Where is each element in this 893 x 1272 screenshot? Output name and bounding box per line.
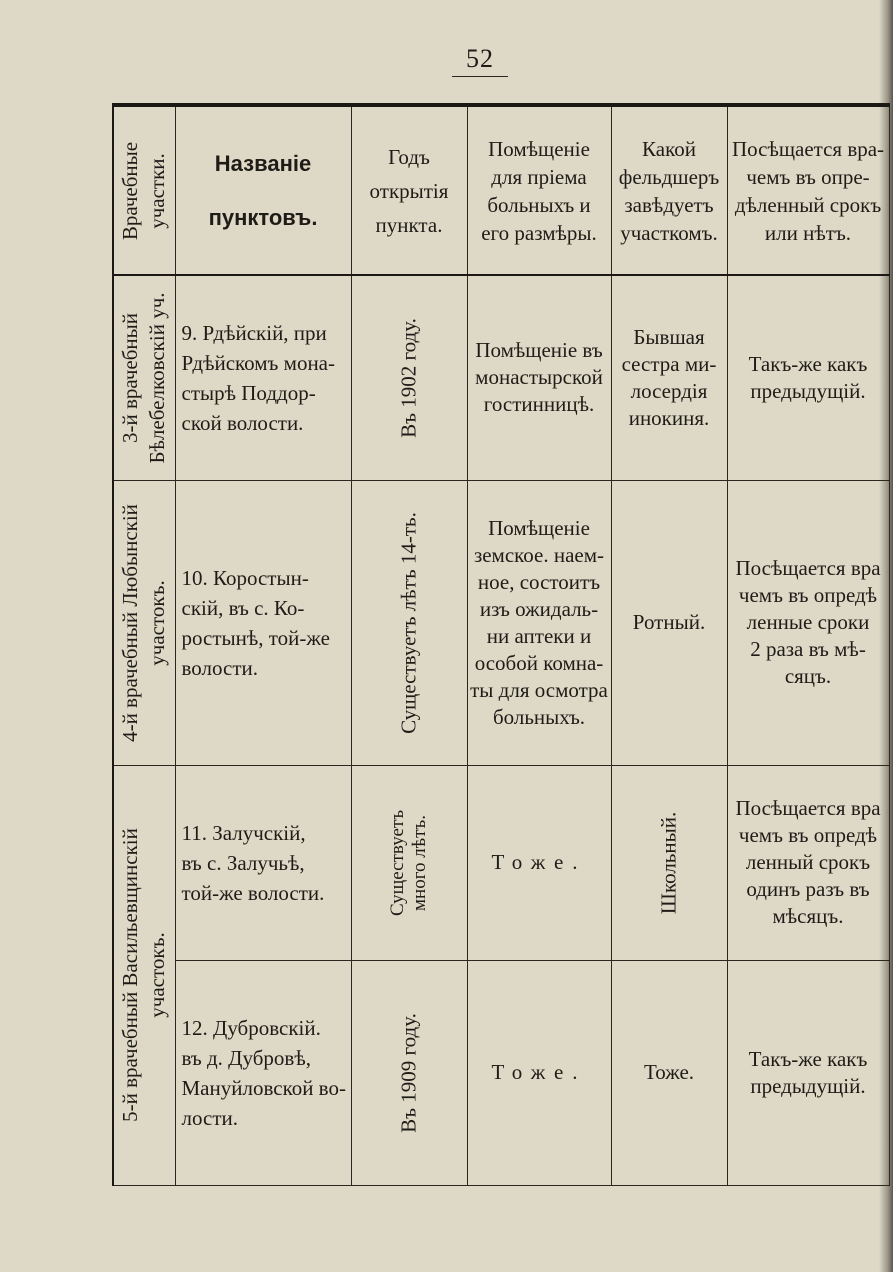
header-visits-line: Посѣщается вра- (731, 136, 885, 161)
premises-line: гостинницѣ. (483, 392, 595, 417)
point-name-line: скій, въ с. Ко- (181, 595, 305, 620)
header-premises-line: его размѣры. (481, 220, 597, 245)
feldsher-cell (611, 960, 727, 1185)
point-name-line: 11. Залучскій, (181, 820, 306, 845)
header-district-line: Врачебные (118, 141, 143, 240)
district-label-line: участокъ. (145, 579, 170, 666)
premises-line: Помѣщеніе въ (475, 338, 603, 363)
premises-line: больныхъ. (492, 704, 586, 729)
header-year (351, 105, 467, 275)
table-row (113, 960, 889, 1185)
header-district (113, 105, 175, 275)
feldsher-line: инокиня. (628, 405, 710, 430)
point-name-line: 10. Коростын- (181, 565, 309, 590)
year-text: Въ 1902 году. (396, 317, 421, 438)
header-name (175, 105, 351, 275)
feldsher-line: Тоже. (643, 1060, 695, 1084)
year-text: Существуетъ лѣтъ 14-ть. (396, 511, 421, 734)
table-row (113, 480, 889, 765)
feldsher-cell (611, 275, 727, 480)
district-label-line: участокъ. (145, 932, 170, 1018)
feldsher-line: Школьный. (656, 811, 681, 914)
feldsher-cell (611, 480, 727, 765)
district-cell (113, 765, 175, 1185)
table-row (113, 765, 889, 960)
premises-cell (467, 765, 611, 960)
header-feldsher-line: Какой (642, 136, 696, 161)
header-premises-line: Помѣщеніе (488, 136, 590, 161)
visits-line: 2 раза въ мѣ- (750, 637, 866, 661)
header-feldsher (611, 105, 727, 275)
premises-line: ное, состоитъ (477, 569, 601, 594)
year-cell (351, 480, 467, 765)
point-name-cell (175, 480, 351, 765)
header-feldsher-line: участкомъ. (620, 220, 718, 245)
page-number-underline (452, 76, 508, 77)
visits-line: чемъ въ опредѣ (738, 823, 878, 847)
year-text: Существуетъ (387, 809, 408, 916)
point-name-line: стырѣ Поддор- (181, 380, 316, 405)
header-year-line: Годъ (388, 144, 430, 169)
header-name-line: пунктовъ. (208, 204, 318, 230)
feldsher-line: Бывшая (633, 324, 705, 349)
point-name-line: въ д. Дубровѣ, (181, 1045, 311, 1070)
district-label-line: 3-й врачебный (118, 312, 143, 443)
header-visits-line: или нѣтъ. (764, 220, 852, 245)
point-name-line: той-же волости. (181, 880, 325, 905)
feldsher-line: Ротный. (632, 610, 706, 634)
district-label-line: Бѣлебелковскій уч. (145, 292, 170, 464)
visits-line: предыдущій. (750, 378, 866, 403)
point-name-line: 9. Рдѣйскій, при (181, 320, 327, 345)
visits-line: чемъ въ опредѣ (738, 583, 878, 607)
premises-line: земское. наем- (473, 542, 605, 567)
premises-cell (467, 275, 611, 480)
district-cell (113, 275, 175, 480)
point-name-line: 12. Дубровскій. (181, 1015, 321, 1040)
point-name-line: волости. (181, 655, 258, 680)
point-name-line: Мануйловской во- (181, 1075, 346, 1100)
page-number: 52 (466, 44, 494, 73)
premises-line: монастырской (475, 365, 603, 390)
visits-line: Такъ-же какъ (748, 351, 868, 376)
point-name-cell (175, 765, 351, 960)
year-text: Въ 1909 году. (396, 1012, 421, 1133)
premises-line: Тоже. (491, 850, 587, 874)
districts-table-container (112, 103, 888, 1183)
medical-districts-table (112, 103, 890, 1186)
visits-line: Посѣщается вра (735, 556, 881, 580)
visits-line: Посѣщается вра (735, 796, 881, 820)
header-premises (467, 105, 611, 275)
year-cell (351, 960, 467, 1185)
visits-cell (727, 480, 889, 765)
point-name-line: лости. (181, 1105, 238, 1130)
point-name-line: Рдѣйскомъ мона- (181, 350, 336, 375)
premises-line: изъ ожидаль- (479, 596, 599, 621)
header-visits-line: чемъ въ опре- (746, 164, 870, 189)
premises-line: ни аптеки и (486, 623, 592, 648)
header-name-line: Названіе (214, 150, 312, 176)
visits-line: ленный срокъ (745, 850, 871, 874)
visits-cell (727, 765, 889, 960)
visits-cell (727, 960, 889, 1185)
district-label-line: 5-й врачебный Васильевщинскій (118, 828, 143, 1122)
header-feldsher-line: завѣдуетъ (624, 192, 714, 217)
point-name-line: въ с. Залучьѣ, (181, 850, 305, 875)
visits-line: ленные сроки (746, 610, 870, 634)
visits-line: мѣсяцъ. (772, 904, 844, 928)
header-year-line: пункта. (375, 212, 443, 237)
feldsher-line: сестра ми- (621, 351, 717, 376)
year-cell (351, 765, 467, 960)
visits-line: одинъ разъ въ (746, 877, 870, 901)
header-premises-line: больныхъ и (487, 192, 591, 217)
premises-cell (467, 480, 611, 765)
point-name-cell (175, 960, 351, 1185)
district-cell (113, 480, 175, 765)
visits-line: предыдущій. (750, 1073, 866, 1098)
premises-line: Помѣщеніе (488, 515, 590, 540)
premises-line: особой комна- (474, 650, 604, 675)
header-feldsher-line: фельдшеръ (618, 164, 720, 189)
header-premises-line: для пріема (491, 164, 587, 189)
district-label-line: 4-й врачебный Любынскій (118, 503, 143, 742)
header-visits-line: дѣленный срокъ (734, 192, 882, 217)
point-name-line: ской волости. (181, 410, 304, 435)
premises-line: ты для осмотра (470, 677, 608, 702)
year-text: много лѣтъ. (409, 814, 430, 911)
visits-line: сяцъ. (784, 664, 832, 688)
feldsher-cell (611, 765, 727, 960)
premises-line: Тоже. (491, 1060, 587, 1084)
table-row (113, 275, 889, 480)
visits-cell (727, 275, 889, 480)
feldsher-line: лосердія (630, 378, 708, 403)
point-name-line: ростынѣ, той-же (181, 625, 330, 650)
premises-cell (467, 960, 611, 1185)
header-district-line: участки. (145, 152, 170, 229)
point-name-cell (175, 275, 351, 480)
header-row (113, 105, 889, 275)
year-cell (351, 275, 467, 480)
header-visits (727, 105, 889, 275)
visits-line: Такъ-же какъ (748, 1046, 868, 1071)
header-year-line: открытія (369, 178, 449, 203)
